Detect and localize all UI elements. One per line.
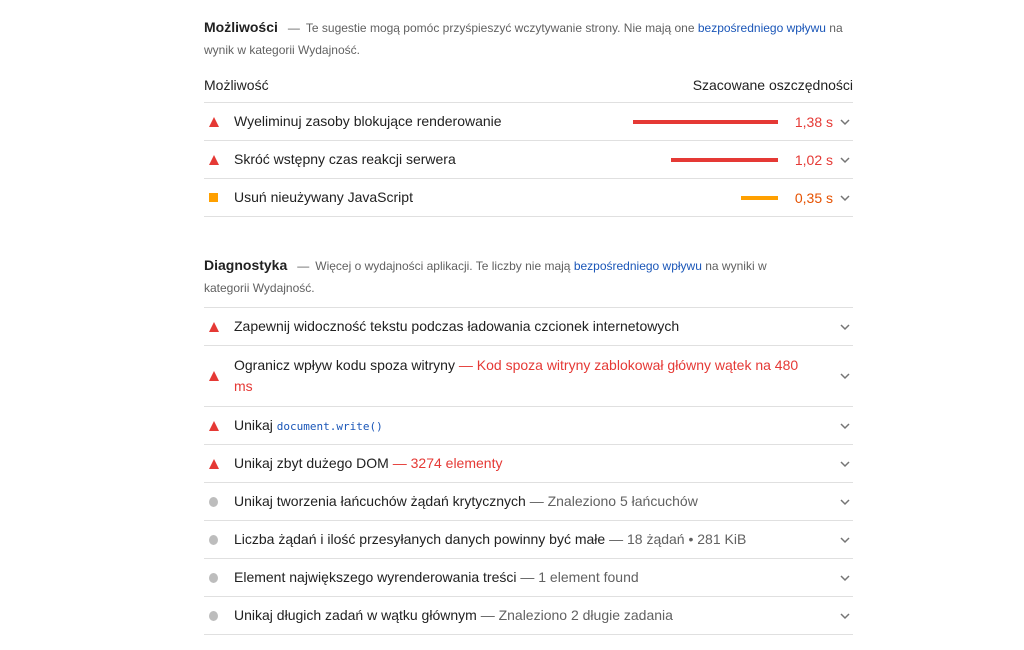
warning-triangle-icon [209,459,218,469]
opportunities-header: Możliwości — Te sugestie mogą pomóc przyśpieszyć wczytywanie strony. Nie mają one bezpośredniego wpływu na wynik w kategorii Wydajność. [204,19,843,57]
diagnostic-label: Unikaj document.write() [234,416,383,433]
diagnostic-label: Ogranicz wpływ kodu spoza witryny — Kod spoza witryny zablokował główny wątek na 480 ms [234,357,799,394]
chevron-down-icon[interactable] [839,572,851,584]
opportunity-row[interactable] [204,103,853,141]
diagnostic-detail: — 18 żądań • 281 KiB [609,531,747,547]
opportunity-label: Wyeliminuj zasoby blokujące renderowanie [234,113,502,129]
warning-triangle-icon [209,117,218,127]
chevron-down-icon[interactable] [839,420,851,432]
chevron-down-icon[interactable] [839,496,851,508]
info-circle-icon [209,497,218,507]
savings-value: 1,38 s [794,113,833,130]
column-opportunity: Możliwość [204,77,269,93]
diagnostics-list [204,307,853,635]
diagnostic-label: Element największego wyrenderowania treści — 1 element found [234,569,639,585]
opportunities-list [204,103,853,217]
diagnostics-header: Diagnostyka — Więcej o wydajności aplikacji. Te liczby nie mają bezpośredniego wpływu na wyniki w kategorii Wydajność. [204,257,767,295]
opportunities-desc: Te sugestie mogą pomóc przyśpieszyć wczytywanie strony. Nie mają one [305,21,695,35]
opportunities-learn-link[interactable]: bezpośredniego wpływu [697,21,826,35]
savings-bar [741,196,778,200]
diagnostic-row[interactable] [204,597,853,635]
diagnostic-label: Unikaj zbyt dużego DOM — 3274 elementy [234,455,503,471]
opportunities-title: Możliwości [204,19,278,35]
chevron-down-icon[interactable] [839,192,851,204]
diagnostic-row[interactable] [204,483,853,521]
warning-triangle-icon [209,322,218,332]
diagnostics-desc: Więcej o wydajności aplikacji. Te liczby nie mają [315,259,571,273]
info-circle-icon [209,611,218,621]
diagnostic-row[interactable] [204,346,853,407]
diagnostic-label: Zapewnij widoczność tekstu podczas ładowania czcionek internetowych [234,318,680,334]
average-square-icon [209,193,218,202]
savings-value: 1,02 s [794,151,833,168]
diagnostic-row[interactable] [204,521,853,559]
warning-triangle-icon [209,421,218,431]
opportunity-row[interactable] [204,179,853,217]
chevron-down-icon[interactable] [839,370,851,382]
savings-value: 0,35 s [794,189,833,206]
opportunity-label: Skróć wstępny czas reakcji serwera [234,151,456,167]
column-savings: Szacowane oszczędności [692,77,853,93]
diagnostic-detail: — 1 element found [520,569,639,585]
chevron-down-icon[interactable] [839,154,851,166]
chevron-down-icon[interactable] [839,610,851,622]
diagnostics-title: Diagnostyka [204,257,288,273]
opportunities-desc-tail: na wynik w kategorii Wydajność. [204,21,843,57]
diagnostic-detail: — Znaleziono 2 długie zadania [480,607,673,623]
diagnostics-desc-tail: na wyniki w kategorii Wydajność. [204,259,767,295]
diagnostic-row[interactable] [204,407,853,445]
opportunities-column-header [204,68,853,103]
diagnostics-learn-link[interactable]: bezpośredniego wpływu [573,259,702,273]
chevron-down-icon[interactable] [839,458,851,470]
chevron-down-icon[interactable] [839,321,851,333]
opportunity-row[interactable] [204,141,853,179]
opportunity-label: Usuń nieużywany JavaScript [234,189,413,205]
savings-bar [671,158,778,162]
diagnostic-code: document.write() [276,419,383,433]
info-circle-icon [209,535,218,545]
diagnostic-row[interactable] [204,559,853,597]
diagnostic-detail: — Znaleziono 5 łańcuchów [529,493,698,509]
diagnostic-label: Unikaj tworzenia łańcuchów żądań krytycznych — Znaleziono 5 łańcuchów [234,493,698,509]
diagnostic-label: Liczba żądań i ilość przesyłanych danych powinny być małe — 18 żądań • 281 KiB [234,531,747,547]
diagnostic-detail: — 3274 elementy [392,455,503,471]
chevron-down-icon[interactable] [839,116,851,128]
savings-bar [633,120,778,124]
chevron-down-icon[interactable] [839,534,851,546]
diagnostic-detail: — Kod spoza witryny zablokował główny wątek na 480 ms [234,357,799,394]
warning-triangle-icon [209,155,218,165]
diagnostic-row[interactable] [204,308,853,346]
diagnostic-row[interactable] [204,445,853,483]
warning-triangle-icon [209,371,218,381]
info-circle-icon [209,573,218,583]
diagnostic-label: Unikaj długich zadań w wątku głównym — Znaleziono 2 długie zadania [234,607,673,623]
